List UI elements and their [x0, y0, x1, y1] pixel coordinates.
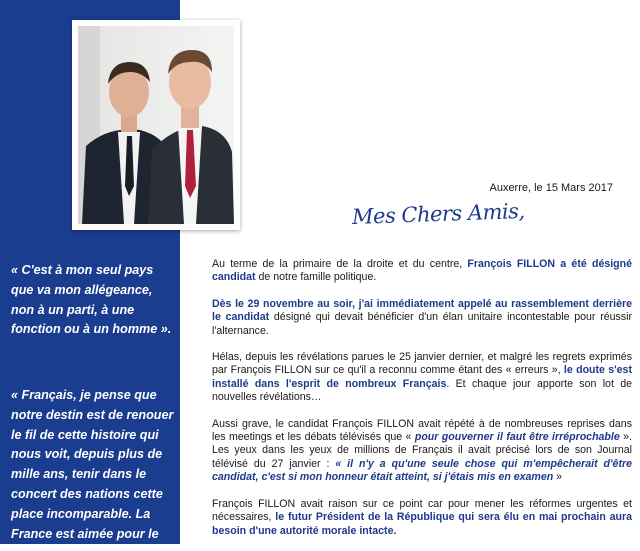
paragraph-5	[212, 498, 632, 538]
p3-text-a: Hélas, depuis les révélations parues le 25 janvier dernier, et malgré les regrets exprimés par François FILLON sur ce qu'il a reconnu comme étant des « erreurs »,	[212, 351, 632, 377]
portrait-photo	[78, 26, 234, 224]
quote-destiny: « Français, je pense que notre destin est de renouer le fil de cette histoire qui nous voit, depuis plus de mille ans, tenir dans le concert des nations cette place incomparable. La France est aimée pour le	[11, 388, 174, 541]
p2-highlight: Dès le 29 novembre au soir, j'ai immédiatement appelé au rassemblement derrière le candidat	[212, 297, 632, 324]
paragraph-1	[212, 258, 632, 285]
p5-highlight: le futur Président de la République qui sera élu en mai prochain aura besoin d'une autorité morale intacte.	[212, 511, 632, 537]
p2-text-b: désigné qui devait bénéficier d'un élan unitaire incontestable pour réussir l'alternance.	[212, 311, 632, 337]
portrait-illustration	[78, 26, 234, 224]
letter-date: Auxerre, le 15 Mars 2017	[489, 182, 613, 194]
p1-text-c: de notre famille politique.	[255, 271, 377, 284]
paragraph-4	[212, 418, 632, 485]
handwritten-salutation: Mes Chers Amis,	[351, 198, 526, 230]
p4-text-c: ». Les yeux dans les yeux de millions de Français il avait précisé lors de son Journal télévisé du 27 janvier :	[212, 431, 633, 470]
p4-highlight-b: pour gouverner il faut être irréprochable	[411, 431, 620, 444]
p4-text-e: »	[553, 471, 563, 484]
letter-body	[212, 258, 632, 551]
paragraph-2	[212, 298, 632, 338]
p4-highlight-d: « il n'y a qu'une seule chose qui m'empêcherait d'être candidat, c'est si mon honneur était atteint, si j'étais mis en examen	[212, 457, 632, 484]
p3-highlight: le doute s'est installé dans l'esprit de nombreux Français	[212, 364, 632, 390]
p5-text-a: François FILLON avait raison sur ce point car pour mener les réformes urgentes et nécessaires,	[212, 497, 632, 524]
photo-frame	[72, 20, 240, 230]
p4-text-a: Aussi grave, le candidat François FILLON avait répété à de nombreuses reprises dans les meetings et les débats télévisés que «	[212, 417, 632, 444]
p1-text-a: Au terme de la primaire de la droite et du centre,	[212, 258, 463, 270]
paragraph-3	[212, 351, 632, 405]
p3-text-c: . Et chaque jour apporte son lot de nouvelles révélations…	[212, 377, 632, 404]
quote-allegiance: « C'est à mon seul pays que va mon allégeance, non à un parti, à une fonction ou à un homme ».	[11, 263, 172, 337]
p1-highlight: François FILLON a été désigné candidat	[212, 258, 633, 284]
